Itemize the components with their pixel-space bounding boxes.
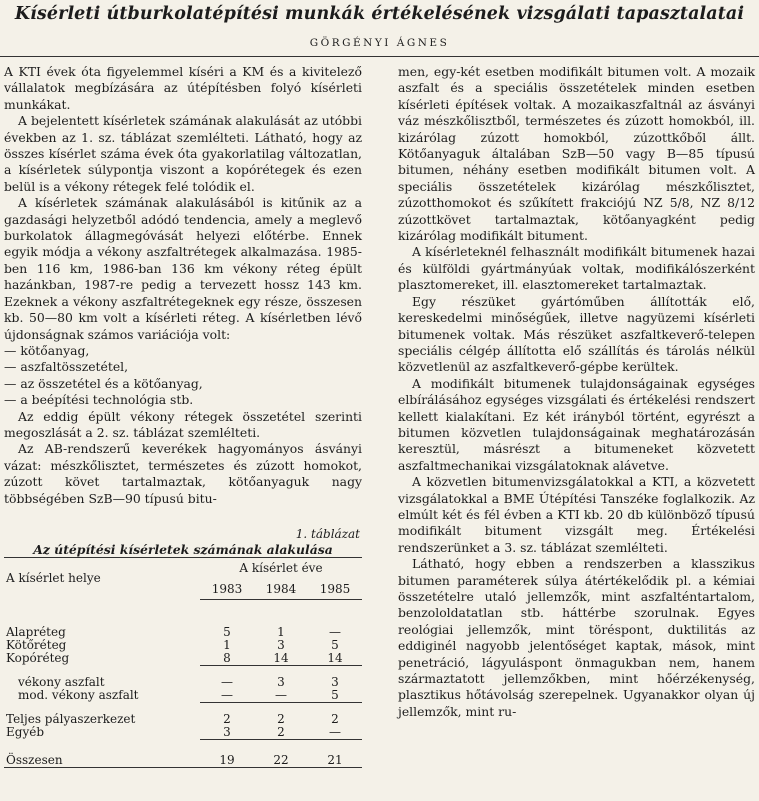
cell: 22 [254, 739, 308, 767]
paragraph: A KTI évek óta figyelemmel kíséri a KM és a kivitelező vállalatok megbízására az útépítésben folyó kísérleti munkákat. [4, 64, 362, 112]
cell: — [308, 726, 362, 740]
cell: 2 [223, 711, 231, 726]
table-row [4, 702, 362, 726]
row-label: Alapréteg [6, 624, 66, 639]
cell: 2 [254, 726, 308, 740]
year-header: 1985 [308, 577, 362, 600]
list-item: — a beépítési technológia stb. [4, 392, 194, 408]
experiments-table [4, 557, 362, 768]
cell: 1 [277, 624, 285, 639]
cell: — [200, 689, 254, 703]
group-header: A kísérlet éve [200, 557, 362, 577]
paragraph: Az AB-rendszerű keverékek hagyományos ásványi vázat: mészkőlisztet, természetes és zúzott homokot, zúzott követ tartalmaztak, kötőanyaguk nagy többségében SzB—90 típusú bitu- [4, 441, 362, 506]
cell: 14 [308, 652, 362, 666]
table-row [4, 652, 362, 666]
table-row [4, 689, 362, 703]
table-row [4, 599, 362, 639]
row-label: mod. vékony aszfalt [18, 688, 139, 703]
author-name: GÖRGÉNYI ÁGNES [309, 37, 450, 49]
cell: 3 [331, 674, 339, 689]
cell: 5 [308, 689, 362, 703]
cell: — [254, 689, 308, 703]
cell: — [329, 624, 341, 639]
list-item: — az összetétel és a kötőanyag, [4, 375, 203, 391]
paragraph: A kísérletek számának alakulásából is kitűnik az a gazdasági helyzetből adódó tendencia, amely a meglevő burkolatok állagmegóvását helyezi előtérbe. Ennek egyik módja a vékony aszfaltrétegek alkalmazása. 1985-ben 116 km, 1986-ban 136 km vékony réteg épült hazánkban, 1987-re pedig a tervezett hossz 143 km. Ezeknek a vékony aszfaltrétegeknek egy része, összesen kb. 50—80 km volt a kísérleti réteg. A kísérletben lévő újdonságnak számos variációja volt: [4, 195, 362, 342]
row-header: A kísérlet helye [4, 557, 200, 599]
table-caption: 1. táblázat [295, 526, 360, 541]
cell: 3 [277, 637, 285, 652]
left-column [4, 64, 362, 768]
year-header: 1983 [200, 577, 254, 600]
list-item: — kötőanyag, [4, 342, 90, 358]
paragraph: A bejelentett kísérletek számának alakulását az utóbbi években az 1. sz. táblázat szemlélteti. Látható, hogy az összes kísérlet száma évek óta gyakorlatilag változatlan, a kísérletek súlypontja viszont a kopórétegek és ezen belül is a vékony rétegek felé tolódik el. [4, 113, 362, 194]
list-item: — aszfaltösszetétel, [4, 359, 129, 375]
cell: 5 [331, 637, 339, 652]
cell: 5 [223, 624, 231, 639]
row-label: Kopóréteg [6, 651, 70, 666]
row-label: Összesen [4, 739, 200, 767]
paragraph: A modifikált bitumenek tulajdonságainak egységes elbírálásához egységes vizsgálati és értékelési rendszert kellett kialakítani. Ez két irányból történt, egyrészt a bitumen közvetlen tulajdonságainak meghatározásán keresztül, másrészt a bitumeneket közvetett aszfaltmechanikai vizsgálatoknak alávetve. [398, 375, 755, 473]
row-label: Kötőréteg [6, 637, 67, 652]
year-header: 1984 [254, 577, 308, 600]
table-row [4, 639, 362, 652]
cell: 21 [308, 739, 362, 767]
paragraph: Az eddig épült vékony rétegek összetétel szerinti megoszlását a 2. sz. táblázat szemlélteti. [4, 408, 362, 440]
cell: 19 [200, 739, 254, 767]
table-row [4, 665, 362, 689]
variation-list [4, 343, 362, 409]
cell: 3 [200, 726, 254, 740]
cell: 2 [331, 711, 339, 726]
paragraph: men, egy-két esetben modifikált bitumen volt. A mozaik aszfalt és a speciális összetételek minden esetben kísérleti építések voltak. A mozaikaszfaltnál az ásványi váz mészkőlisztből, természetes és zúzott homokból, ill. kizárólag zúzott homokból, zúzottkőből állt. Kötőanyaguk általában SzB—50 vagy B—85 típusú bitumen, néhány esetben modifikált bitumen volt. A speciális összetételek kizárólag mészkőlisztet, zúzotthomokot és szűkített frakciójú NZ 5/8, NZ 8/12 zúzottkövet tartalmaztak, kötőanyagként pedig kizárólag modifikált bitument. [398, 64, 755, 244]
table-title: Az útépítési kísérletek számának alakulása [33, 541, 333, 557]
paragraph: A közvetlen bitumenvizsgálatokkal a KTI, a közvetett vizsgálatokkal a BME Útépítési Tanszéke foglalkozik. Az elmúlt két és fél évben a KTI kb. 20 db különböző típusú modifikált bitument vizsgált meg. Értékelési rendszerünket a 3. sz. táblázat szemlélteti. [398, 474, 755, 555]
table-row [4, 726, 362, 740]
table-total-row [4, 739, 362, 767]
paragraph: A kísérleteknél felhasznált modifikált bitumenek hazai és külföldi gyártmányúak voltak, modifikálószerként plasztomereket, ill. elasztomereket tartalmaztak. [398, 244, 755, 293]
cell: 8 [200, 652, 254, 666]
header-rule [0, 56, 759, 57]
row-label: Teljes pályaszerkezet [6, 711, 136, 726]
cell: 2 [277, 711, 285, 726]
row-label: Egyéb [6, 725, 45, 740]
row-label: vékony aszfalt [18, 674, 105, 689]
article-title: Kísérleti útburkolatépítési munkák értékelésének vizsgálati tapasztalatai [14, 4, 745, 24]
paragraph: Egy részüket gyártóműben állították elő, kereskedelmi minőségűek, illetve nagyüzemi kísérleti bitumenek voltak. Más részüket aszfaltkeverő-telepen speciális célgép állította elő szállítás és tárolás nélkül közvetlenül az aszfaltkeverő-gépbe kerültek. [398, 293, 755, 375]
cell: — [221, 674, 233, 689]
cell: 1 [223, 637, 231, 652]
cell: 3 [277, 674, 285, 689]
right-column [398, 64, 755, 720]
paragraph: Látható, hogy ebben a rendszerben a klasszikus bitumen paraméterek súlya átértékelődik pl. a kémiai összetételre utaló jellemzők, mint aszfalténtartalom, benzololdatatlan stb. háttérbe szorulnak. Egyes reológiai jellemzők, mint töréspont, duktilitás az eddiginél nagyobb jelentőséget kaptak, mások, mint penetráció, lágyuláspont önmagukban nem, hanem származtatott jellemzőkben, mint hőérzékenység, plasztikus hőtávolság szerepelnek. Ugyanakkor olyan új jellemzők, mint ru- [398, 556, 755, 719]
cell: 14 [254, 652, 308, 666]
